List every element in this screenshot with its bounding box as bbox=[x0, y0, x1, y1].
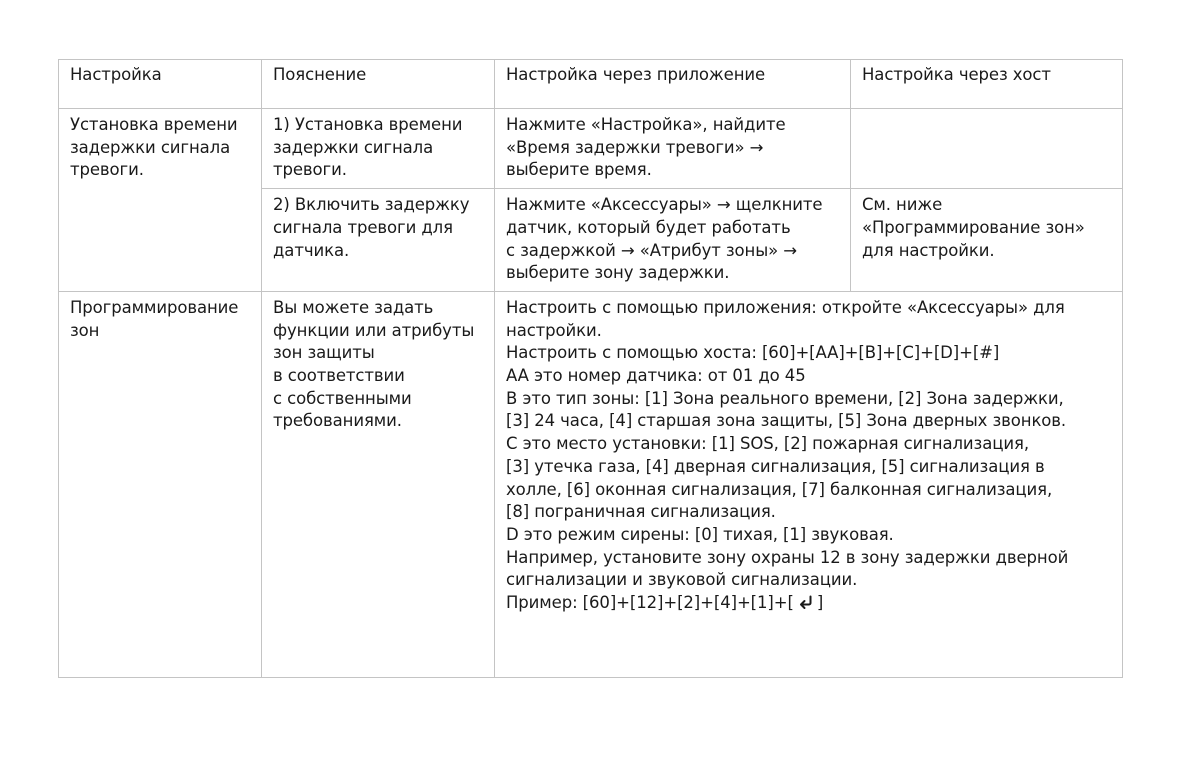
settings-table bbox=[58, 59, 1123, 678]
cell-zone-programming-instructions: Настроить с помощью приложения: откройте «Аксессуары» для настройки. Настроить с помощью хоста: [60]+[AA]+[B]+[C]+[D]+[#] AA это номер датчика: от 01 до 45 B это тип зоны: [1] Зона реального времени, [2] Зона задержки, [3] 24 часа, [4] старшая зона защиты, [5] Зона дверных звонков. C это место установки: [1] SOS, [2] пожарная сигнализация, [3] утечка газа, [4] дверная сигнализация, [5] сигнализация в холле, [6] оконная сигнализация, [7] балконная сигнализация, [8] пограничная сигнализация. D это режим сирены: [0] тихая, [1] звуковая. Например, установите зону охраны 12 в зону задержки дверной сигнализации и звуковой сигнализации. Пример: [60]+[12]+[2]+[4]+[1]+[ ] bbox=[495, 291, 1123, 677]
header-explanation: Пояснение bbox=[262, 60, 495, 109]
table-header-row bbox=[59, 60, 1123, 109]
cell-host-enable-delay: См. ниже «Программирование зон» для настройки. bbox=[851, 189, 1123, 292]
cell-explanation-delay-time: 1) Установка времени задержки сигнала тревоги. bbox=[262, 109, 495, 189]
cell-setting-delay-time: Установка времени задержки сигнала тревоги. bbox=[59, 109, 262, 292]
header-setting: Настройка bbox=[59, 60, 262, 109]
cell-app-delay-time: Нажмите «Настройка», найдите «Время задержки тревоги» → выберите время. bbox=[495, 109, 851, 189]
example-suffix: ] bbox=[816, 593, 824, 613]
cell-explanation-zone-programming: Вы можете задать функции или атрибуты зон защиты в соответствии с собственными требованиями. bbox=[262, 291, 495, 677]
enter-key-icon bbox=[798, 594, 814, 610]
cell-setting-zone-programming: Программирование зон bbox=[59, 291, 262, 677]
header-host-setup: Настройка через хост bbox=[851, 60, 1123, 109]
cell-host-delay-time bbox=[851, 109, 1123, 189]
table-row bbox=[59, 109, 1123, 189]
table-row bbox=[59, 291, 1123, 677]
example-prefix: Пример: [60]+[12]+[2]+[4]+[1]+[ bbox=[506, 593, 794, 613]
example-line bbox=[506, 592, 1112, 615]
cell-app-enable-delay: Нажмите «Аксессуары» → щелкните датчик, который будет работать с задержкой → «Атрибут зоны» → выберите зону задержки. bbox=[495, 189, 851, 292]
header-app-setup: Настройка через приложение bbox=[495, 60, 851, 109]
cell-explanation-enable-delay: 2) Включить задержку сигнала тревоги для датчика. bbox=[262, 189, 495, 292]
